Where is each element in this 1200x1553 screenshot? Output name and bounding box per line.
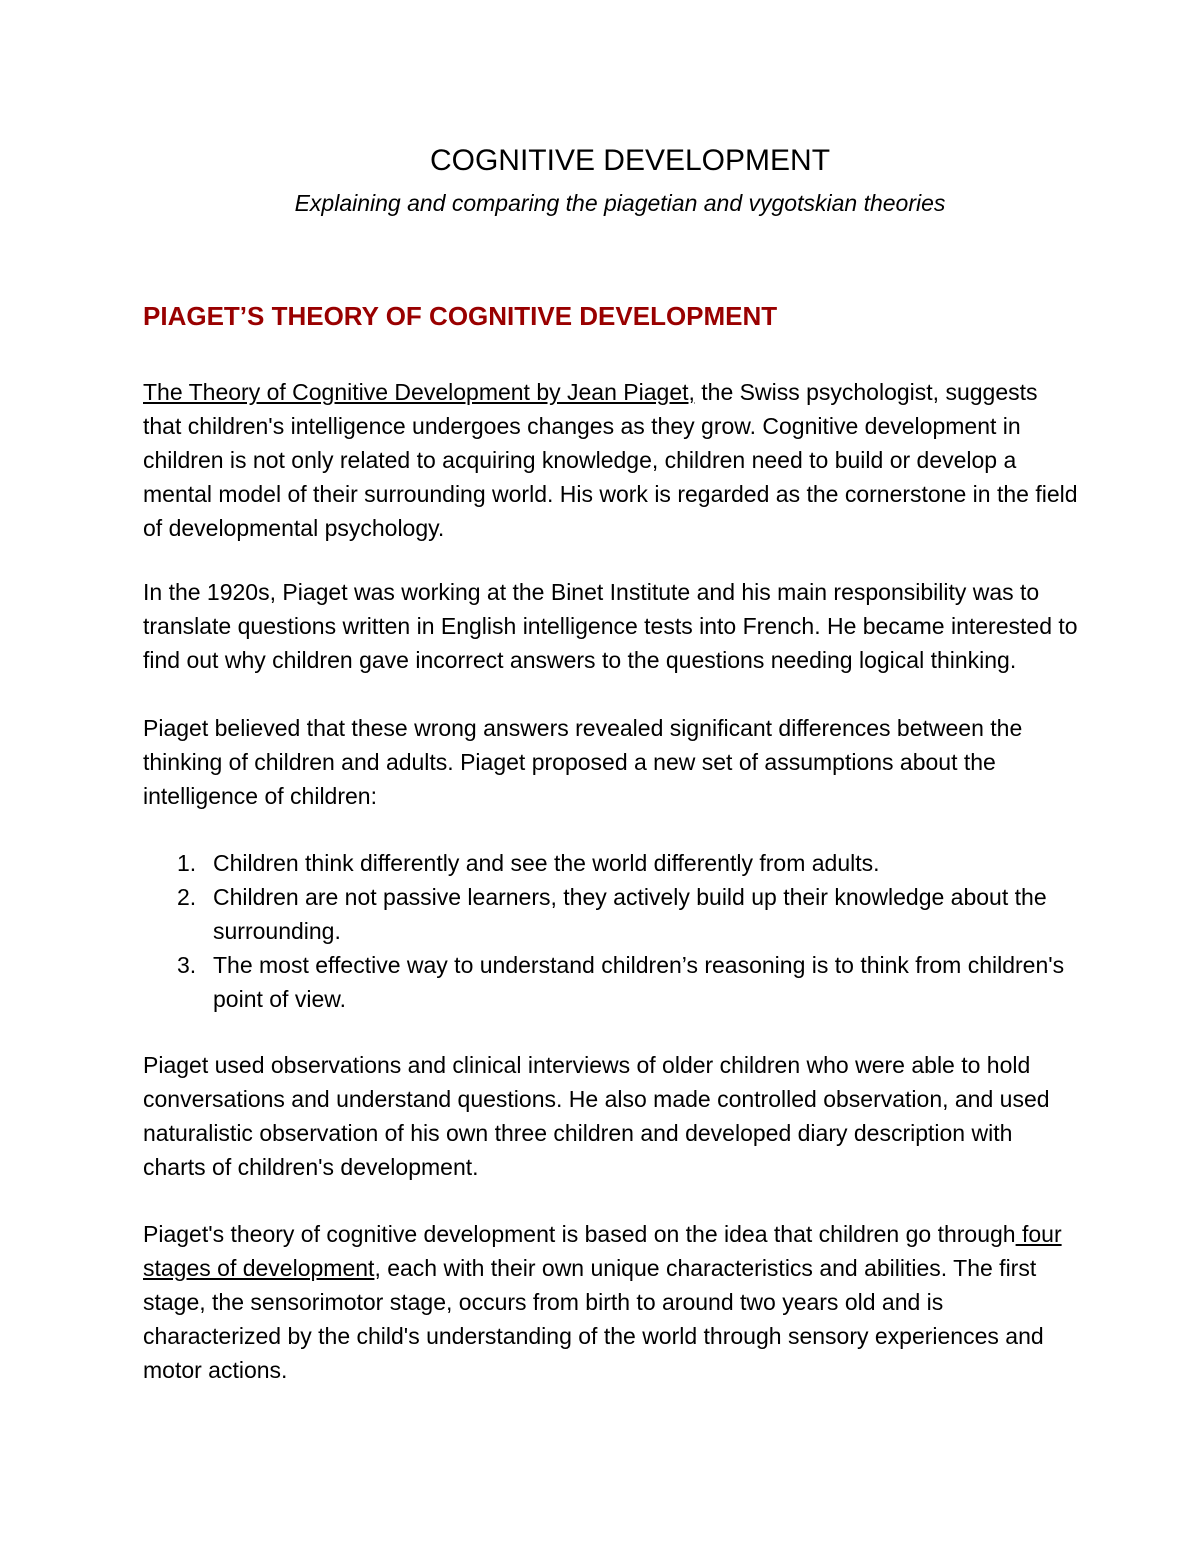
list-item-text: Children are not passive learners, they actively build up their knowledge about the surrounding.: [213, 884, 1047, 944]
document-subtitle: Explaining and comparing the piagetian and vygotskian theories: [294, 190, 946, 216]
list-number: 1.: [177, 850, 197, 876]
paragraph-intro: [143, 375, 1078, 545]
paragraph-methods: Piaget used observations and clinical interviews of older children who were able to hold conversations and understand questions. He also made controlled observation, and used naturalistic observation of his own three children and developed diary description with charts of children's development.: [143, 1052, 1050, 1180]
list-item-text: The most effective way to understand children’s reasoning is to think from children's point of view.: [213, 952, 1065, 1012]
paragraph-stages-end: , each with their own unique characteristics and abilities. The first stage, the sensorimotor stage, occurs from birth to around two years old and is characterized by the child's understanding of the world through sensory experiences and motor actions.: [143, 1255, 1044, 1383]
paragraph-stages-start: Piaget's theory of cognitive development is based on the idea that children go through: [143, 1221, 1016, 1247]
list-item: [143, 880, 1078, 948]
section-heading: PIAGET’S THEORY OF COGNITIVE DEVELOPMENT: [143, 301, 778, 331]
list-item: [143, 948, 1078, 1016]
paragraph-assumptions: Piaget believed that these wrong answers revealed significant differences between the thinking of children and adults. Piaget proposed a new set of assumptions about the intelligence of children:: [143, 715, 1023, 809]
list-number: 2.: [177, 884, 197, 910]
assumptions-list: [143, 846, 1078, 1016]
paragraph-intro-text: the Swiss psychologist, suggests that children's intelligence undergoes changes as they grow. Cognitive development in children is not only related to acquiring knowledge, children need to build or develop a mental model of their surrounding world. His work is regarded as the cornerstone in the field of developmental psychology.: [143, 379, 1078, 541]
list-number: 3.: [177, 952, 197, 978]
list-item: [143, 846, 1078, 880]
paragraph-stages: [143, 1217, 1078, 1387]
document-title: COGNITIVE DEVELOPMENT: [429, 144, 831, 177]
four-stages-link[interactable]: four stages of development: [143, 1221, 1062, 1281]
paragraph-binet: In the 1920s, Piaget was working at the Binet Institute and his main responsibility was to translate questions written in English intelligence tests into French. He became interested to find out why children gave incorrect answers to the questions needing logical thinking.: [143, 579, 1078, 673]
list-item-text: Children think differently and see the world differently from adults.: [213, 850, 880, 876]
piaget-theory-link[interactable]: The Theory of Cognitive Development by Jean Piaget,: [143, 379, 695, 405]
